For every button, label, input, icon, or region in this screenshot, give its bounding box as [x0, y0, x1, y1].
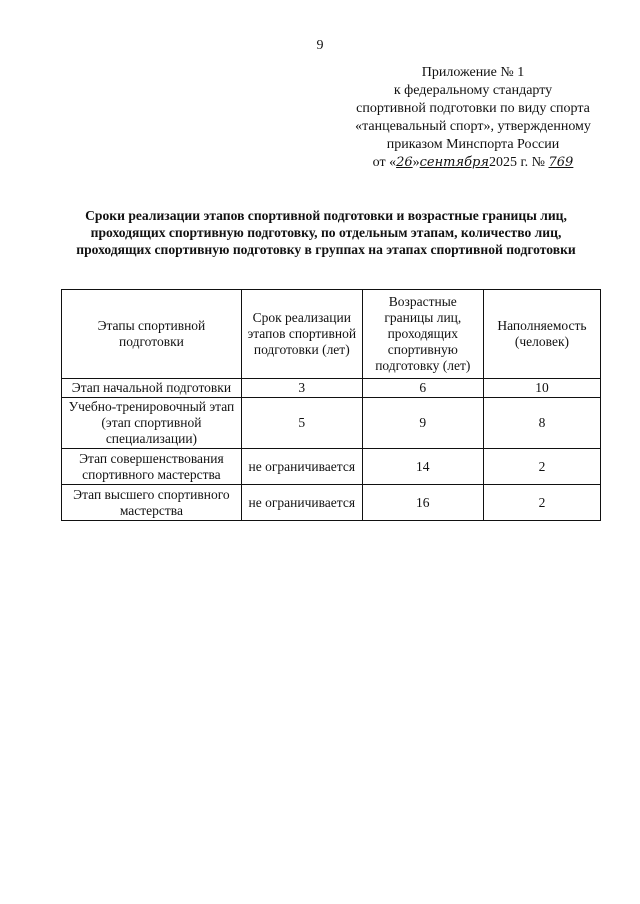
page-number: 9 — [316, 38, 324, 53]
cell-group-size: 8 — [483, 398, 600, 449]
date-year: 2025 г. № — [488, 155, 546, 170]
header-stages: Этапы спортивной подготовки — [62, 290, 242, 379]
date-sep: » — [412, 155, 420, 170]
table-row — [62, 485, 601, 521]
cell-stage: Этап совершенствования спортивного мастерства — [62, 449, 242, 485]
cell-stage: Учебно-тренировочный этап (этап спортивной специализации) — [62, 398, 242, 449]
table-row — [62, 379, 601, 398]
cell-group-size: 2 — [483, 449, 600, 485]
cell-group-size: 2 — [483, 485, 600, 521]
cell-stage: Этап начальной подготовки — [62, 379, 242, 398]
table-header-row — [62, 290, 601, 379]
date-prefix: от « — [372, 155, 397, 170]
annex-date-line — [338, 154, 608, 172]
annex-line-2: к федеральному стандарту — [393, 83, 553, 98]
annex-block — [338, 64, 608, 172]
table-row — [62, 449, 601, 485]
annex-line-1: Приложение № 1 — [421, 65, 525, 80]
document-title: Сроки реализации этапов спортивной подготовки и возрастные границы лиц, проходящих спортивную подготовку, по отдельным этапам, количество лиц, проходящих спортивную подготовку в группах на этапах спортивной подготовки — [76, 208, 576, 257]
cell-duration: не ограничивается — [241, 485, 362, 521]
annex-line-5: приказом Минспорта России — [386, 137, 560, 152]
cell-duration: не ограничивается — [241, 449, 362, 485]
annex-line-4: «танцевальный спорт», утвержденному — [355, 119, 591, 134]
cell-age: 9 — [362, 398, 483, 449]
table-row — [62, 398, 601, 449]
header-age-limits: Возрастные границы лиц, проходящих спортивную подготовку (лет) — [362, 290, 483, 379]
cell-group-size: 10 — [483, 379, 600, 398]
date-day: 26 — [396, 155, 413, 170]
header-group-size: Наполняемость (человек) — [483, 290, 600, 379]
cell-age: 14 — [362, 449, 483, 485]
order-number: 769 — [548, 155, 574, 170]
header-duration: Срок реализации этапов спортивной подготовки (лет) — [241, 290, 362, 379]
stages-table — [61, 289, 601, 521]
cell-stage: Этап высшего спортивного мастерства — [62, 485, 242, 521]
date-month: сентября — [419, 155, 489, 170]
annex-line-3: спортивной подготовки по виду спорта — [356, 101, 590, 116]
cell-age: 6 — [362, 379, 483, 398]
cell-duration: 3 — [241, 379, 362, 398]
cell-age: 16 — [362, 485, 483, 521]
cell-duration: 5 — [241, 398, 362, 449]
